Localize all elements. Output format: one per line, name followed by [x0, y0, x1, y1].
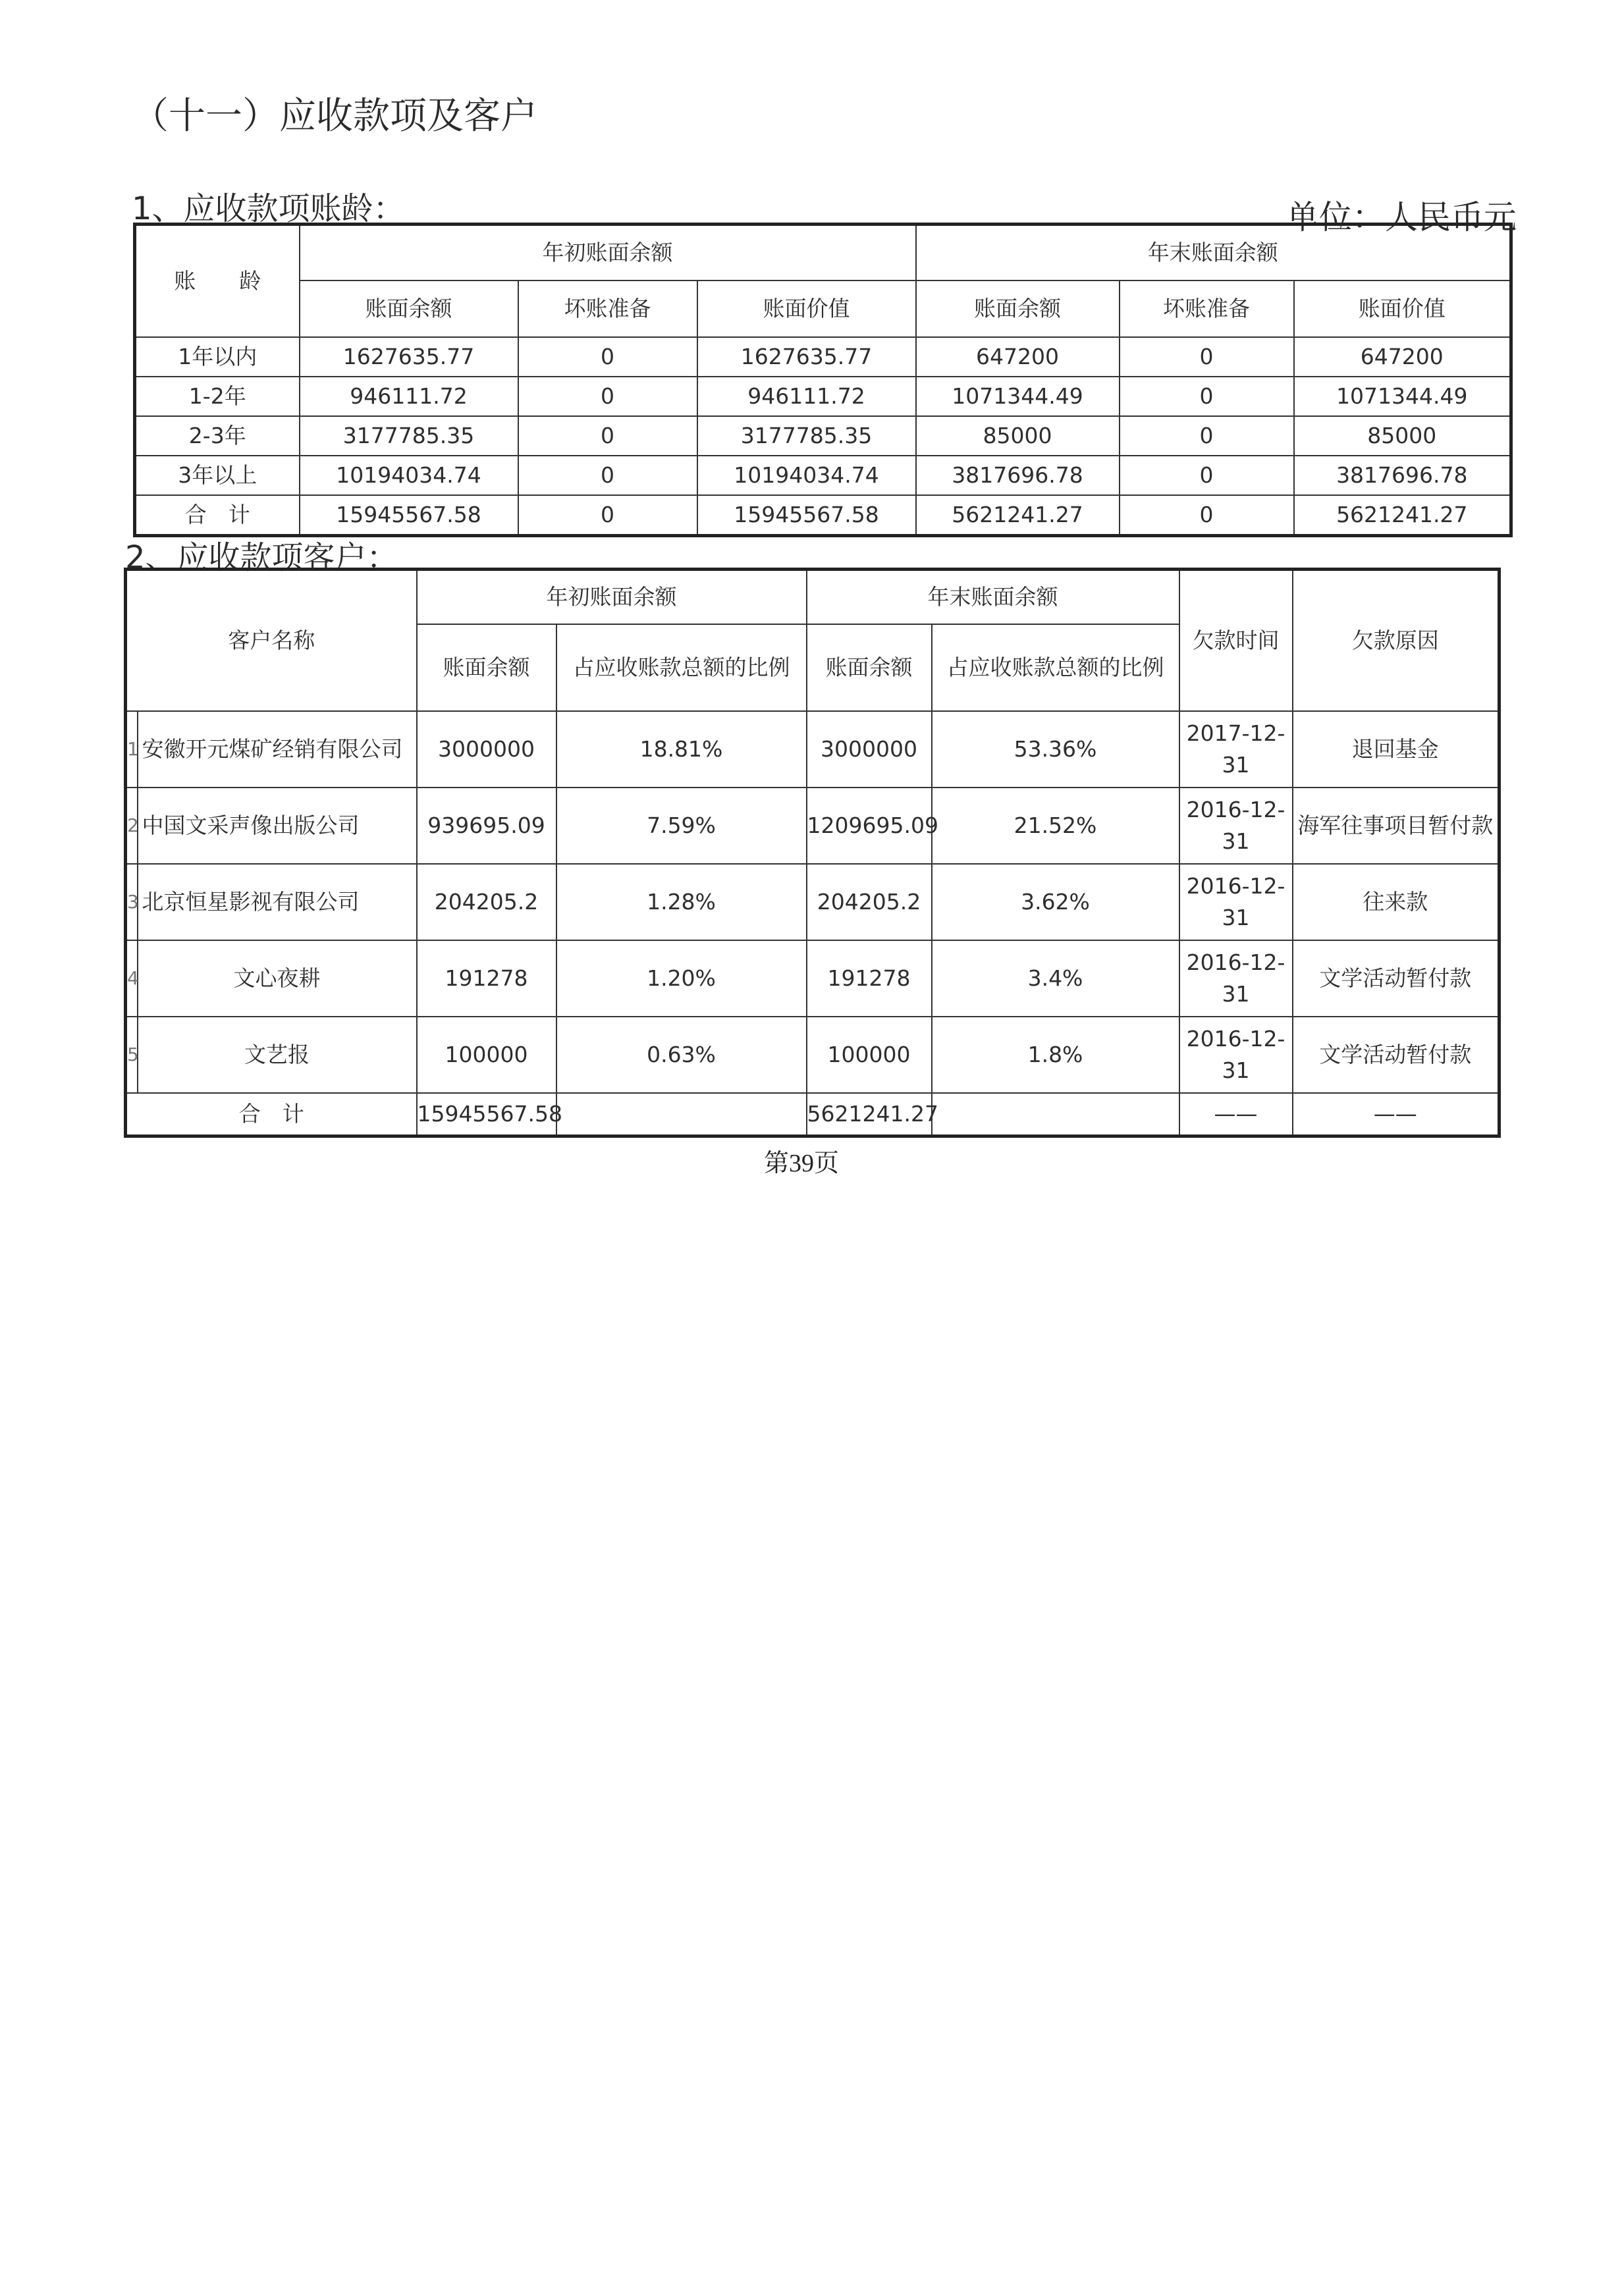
- col-header: 坏账准备: [518, 280, 697, 337]
- cell: 15945567.58: [300, 495, 518, 536]
- cell: 191278: [807, 940, 932, 1017]
- row-index: 3: [126, 864, 138, 940]
- row-label: 合 计: [126, 1093, 417, 1136]
- group-begin-header: 年初账面余额: [300, 225, 916, 281]
- table-row: [135, 377, 1511, 416]
- cell: 5621241.27: [916, 495, 1120, 536]
- cell: 100000: [417, 1017, 556, 1093]
- cell: 0.63%: [556, 1017, 807, 1093]
- cell: 21.52%: [932, 788, 1179, 864]
- col-header: 占应收账款总额的比例: [932, 624, 1179, 711]
- cell: 0: [518, 377, 697, 416]
- row-index: 1: [126, 711, 138, 788]
- cell: 0: [1120, 495, 1294, 536]
- cell: 1627635.77: [697, 337, 916, 377]
- total-row: [126, 1093, 1500, 1136]
- cell: 100000: [807, 1017, 932, 1093]
- col-header: 账面余额: [916, 280, 1120, 337]
- cell: 0: [518, 456, 697, 495]
- row-label: 1年以内: [135, 337, 300, 377]
- row-label: 合 计: [135, 495, 300, 536]
- col-aging-header: 账 龄: [135, 225, 300, 338]
- group-end-header: 年末账面余额: [916, 225, 1511, 281]
- cell: 3817696.78: [916, 456, 1120, 495]
- section-title: （十一）应收款项及客户: [132, 95, 537, 138]
- table-row: [135, 416, 1511, 456]
- cell: 15945567.58: [417, 1093, 556, 1136]
- cell: 946111.72: [300, 377, 518, 416]
- cell: [932, 1093, 1179, 1136]
- row-label: 1-2年: [135, 377, 300, 416]
- cell: 647200: [1294, 337, 1511, 377]
- cell: 3.62%: [932, 864, 1179, 940]
- table-row: [126, 788, 1500, 864]
- row-index: 5: [126, 1017, 138, 1093]
- col-header: 账面余额: [300, 280, 518, 337]
- cell: 15945567.58: [697, 495, 916, 536]
- cell: [556, 1093, 807, 1136]
- cell: 3000000: [807, 711, 932, 788]
- table-row: [126, 940, 1500, 1017]
- customer-name: 北京恒星影视有限公司: [138, 864, 417, 940]
- cell: 191278: [417, 940, 556, 1017]
- col-header: 坏账准备: [1120, 280, 1294, 337]
- unit-label: 单位：人民币元: [1286, 198, 1517, 236]
- cell: 1.20%: [556, 940, 807, 1017]
- aging-table-title: 1、应收款项账龄：: [132, 190, 405, 227]
- cell: 0: [1120, 416, 1294, 456]
- cell: 647200: [916, 337, 1120, 377]
- table-row: [126, 1017, 1500, 1093]
- cell: 2016-12-31: [1179, 864, 1293, 940]
- row-index: 2: [126, 788, 138, 864]
- cell: ——: [1293, 1093, 1500, 1136]
- col-time-header: 欠款时间: [1179, 570, 1293, 712]
- cell: 0: [518, 337, 697, 377]
- table-row: [135, 456, 1511, 495]
- table-row: [135, 337, 1511, 377]
- page-number: 第39页: [764, 1150, 840, 1177]
- cell: 2017-12-31: [1179, 711, 1293, 788]
- cell: 3000000: [417, 711, 556, 788]
- cell: 0: [1120, 456, 1294, 495]
- group-begin-header: 年初账面余额: [417, 570, 807, 625]
- col-header: 账面价值: [1294, 280, 1511, 337]
- cell: 文学活动暂付款: [1293, 940, 1500, 1017]
- col-reason-header: 欠款原因: [1293, 570, 1500, 712]
- aging-table: [133, 223, 1513, 537]
- row-label: 3年以上: [135, 456, 300, 495]
- cell: 204205.2: [807, 864, 932, 940]
- cell: 1071344.49: [1294, 377, 1511, 416]
- col-header: 账面余额: [807, 624, 932, 711]
- cell: 1209695.09: [807, 788, 932, 864]
- cell: 3177785.35: [697, 416, 916, 456]
- cell: 1.28%: [556, 864, 807, 940]
- cell: ——: [1179, 1093, 1293, 1136]
- cell: 5621241.27: [807, 1093, 932, 1136]
- cell: 1071344.49: [916, 377, 1120, 416]
- col-name-header: 客户名称: [126, 570, 417, 712]
- cell: 85000: [916, 416, 1120, 456]
- group-end-header: 年末账面余额: [807, 570, 1179, 625]
- cell: 85000: [1294, 416, 1511, 456]
- cell: 10194034.74: [697, 456, 916, 495]
- cell: 文学活动暂付款: [1293, 1017, 1500, 1093]
- customer-name: 安徽开元煤矿经销有限公司: [138, 711, 417, 788]
- cell: 2016-12-31: [1179, 788, 1293, 864]
- cell: 海军往事项目暂付款: [1293, 788, 1500, 864]
- cell: 3817696.78: [1294, 456, 1511, 495]
- cell: 5621241.27: [1294, 495, 1511, 536]
- cell: 946111.72: [697, 377, 916, 416]
- customer-name: 文心夜耕: [138, 940, 417, 1017]
- col-header: 账面价值: [697, 280, 916, 337]
- col-header: 占应收账款总额的比例: [556, 624, 807, 711]
- cell: 7.59%: [556, 788, 807, 864]
- row-label: 2-3年: [135, 416, 300, 456]
- total-row: [135, 495, 1511, 536]
- cell: 退回基金: [1293, 711, 1500, 788]
- customers-table-title: 2、应收款项客户：: [125, 539, 398, 576]
- table-row: [126, 711, 1500, 788]
- customers-table: [124, 568, 1501, 1138]
- cell: 204205.2: [417, 864, 556, 940]
- table-row: [126, 864, 1500, 940]
- row-index: 4: [126, 940, 138, 1017]
- cell: 2016-12-31: [1179, 1017, 1293, 1093]
- cell: 0: [1120, 377, 1294, 416]
- cell: 3.4%: [932, 940, 1179, 1017]
- cell: 1.8%: [932, 1017, 1179, 1093]
- customer-name: 文艺报: [138, 1017, 417, 1093]
- cell: 939695.09: [417, 788, 556, 864]
- cell: 18.81%: [556, 711, 807, 788]
- cell: 0: [1120, 337, 1294, 377]
- cell: 10194034.74: [300, 456, 518, 495]
- cell: 0: [518, 416, 697, 456]
- col-header: 账面余额: [417, 624, 556, 711]
- cell: 3177785.35: [300, 416, 518, 456]
- cell: 2016-12-31: [1179, 940, 1293, 1017]
- cell: 1627635.77: [300, 337, 518, 377]
- cell: 往来款: [1293, 864, 1500, 940]
- customer-name: 中国文采声像出版公司: [138, 788, 417, 864]
- cell: 53.36%: [932, 711, 1179, 788]
- cell: 0: [518, 495, 697, 536]
